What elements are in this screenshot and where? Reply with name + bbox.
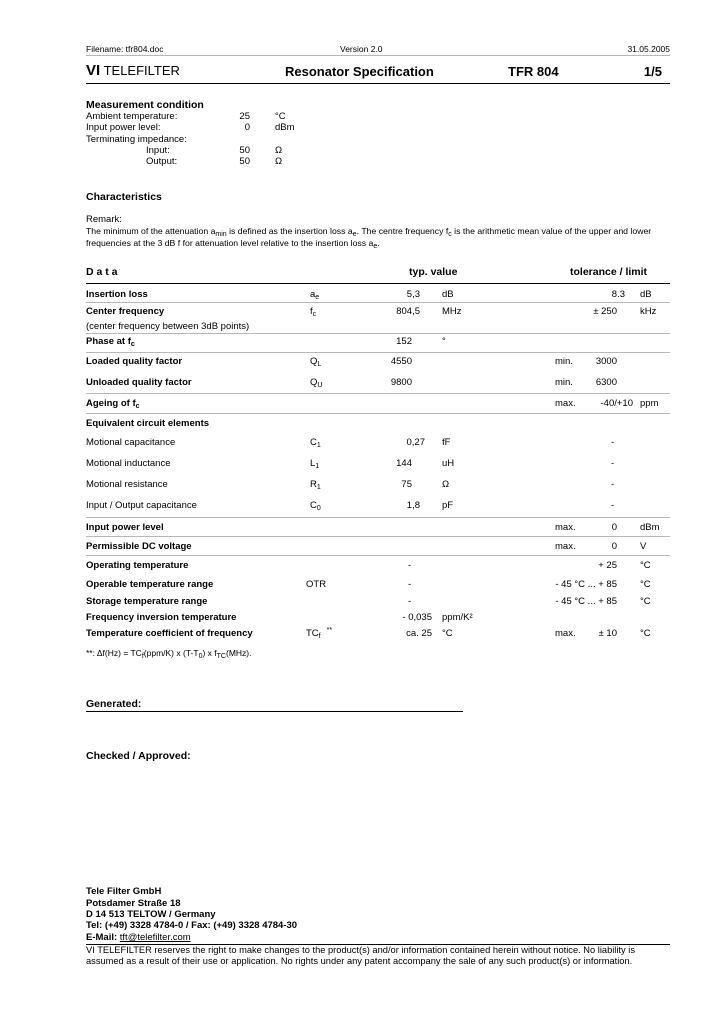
- row-storage-tol: - 45 °C ... + 85: [555, 596, 617, 607]
- row-op-temp-tol-unit: °C: [640, 560, 651, 571]
- input-label: Input:: [146, 145, 170, 156]
- generated-signature-line: [86, 711, 463, 712]
- row-storage-typ: -: [408, 596, 412, 607]
- row-otr-tol-unit: °C: [640, 579, 651, 590]
- row-otr-tol: - 45 °C ... + 85: [555, 579, 617, 590]
- row-phase-label: Phase at $f_c$: [86, 336, 135, 348]
- row-loaded-q-typ: 4550: [390, 356, 412, 367]
- footnote: **: $\Delta f(Hz) = TC_f(ppm/K)$ x $(T-T_0)$ x $f_{TC}(MHz)$.: [86, 648, 252, 660]
- row-ind-label: Motional inductance: [86, 458, 171, 469]
- row-dc-tol: 0: [611, 541, 617, 552]
- output-unit: Ω: [275, 156, 283, 167]
- row-res-unit: Ω: [442, 479, 450, 490]
- row-dc-limit: max.: [555, 541, 576, 552]
- equiv-heading: Equivalent circuit elements: [86, 418, 210, 429]
- row-storage-tol-unit: °C: [640, 596, 651, 607]
- row-insertion-symbol: $a_e$: [310, 289, 320, 301]
- row-center-tol: ± 250: [593, 306, 617, 317]
- remark-label: Remark:: [86, 214, 122, 225]
- date: 31.05.2005: [627, 44, 670, 54]
- row-insertion-label: Insertion loss: [86, 289, 148, 300]
- row-unloaded-q-tol: 6300: [595, 377, 617, 388]
- row-power-label: Input power level: [86, 522, 164, 533]
- disclaimer-line-2: assumed as a result of their use or application. No rights under any patent accompany the sale of any such product(s) or information.: [86, 956, 633, 966]
- power-value: 0: [244, 122, 250, 133]
- row-divider: [86, 393, 670, 394]
- row-ind-symbol: $L_1$: [310, 458, 320, 470]
- row-cap-symbol: $C_1$: [310, 437, 321, 449]
- row-divider: [86, 413, 670, 414]
- row-center-symbol: $f_c$: [310, 306, 317, 318]
- checked-label: Checked / Approved:: [86, 750, 191, 762]
- row-phase-unit: °: [442, 336, 446, 347]
- output-label: Output:: [146, 156, 178, 167]
- row-loaded-q-symbol: $Q_L$: [310, 356, 322, 368]
- row-fit-typ: - 0,035: [402, 612, 432, 623]
- row-center-label: Center frequency: [86, 306, 165, 317]
- address-phone: Tel: (+49) 3328 4784-0 / Fax: (+49) 3328 4784-30: [86, 920, 298, 931]
- row-loaded-q-limit: min.: [555, 356, 573, 367]
- row-otr-label: Operable temperature range: [86, 579, 214, 590]
- row-io-cap-symbol: $C_0$: [310, 500, 321, 512]
- row-tcf-typ: ca. 25: [406, 628, 432, 639]
- row-divider: [86, 333, 670, 334]
- row-center-tol-unit: kHz: [640, 306, 657, 317]
- output-value: 50: [239, 156, 250, 167]
- row-ageing-label: Ageing of $f_c$: [86, 398, 140, 410]
- col-data: D a t a: [86, 266, 118, 278]
- row-res-tol: -: [611, 479, 615, 490]
- row-io-cap-tol: -: [611, 500, 615, 511]
- row-insertion-typ: 5,3: [406, 289, 420, 300]
- row-ageing-tol: -40/+10: [600, 398, 633, 409]
- page-number: 1/5: [643, 64, 662, 79]
- row-divider: [86, 555, 670, 556]
- row-center-note: (center frequency between 3dB points): [86, 321, 250, 332]
- row-cap-typ: 0,27: [406, 437, 425, 448]
- row-dc-tol-unit: V: [640, 541, 647, 552]
- col-typ: typ. value: [409, 266, 458, 278]
- row-unloaded-q-limit: min.: [555, 377, 573, 388]
- ambient-label: Ambient temperature:: [86, 111, 178, 122]
- row-io-cap-label: Input / Output capacitance: [86, 500, 197, 511]
- input-value: 50: [239, 145, 250, 156]
- doc-title: Resonator Specification: [285, 64, 434, 79]
- row-tcf-tol: ± 10: [598, 628, 617, 639]
- row-insertion-tol-unit: dB: [640, 289, 652, 300]
- header-divider: [86, 55, 670, 56]
- row-otr-symbol: OTR: [306, 579, 327, 590]
- row-cap-unit: fF: [442, 437, 451, 448]
- row-power-tol-unit: dBm: [640, 522, 660, 533]
- row-divider: [86, 302, 670, 303]
- address-company: Tele Filter GmbH: [86, 886, 162, 897]
- col-tolerance: tolerance / limit: [570, 266, 648, 278]
- row-cap-label: Motional capacitance: [86, 437, 176, 448]
- address-street: Potsdamer Straße 18: [86, 898, 181, 909]
- company-logo: VI TELEFILTER: [86, 62, 180, 79]
- remark-line-2: frequencies at the 3 dB f for attenuation level relative to the insertion loss $a_e$.: [86, 238, 380, 250]
- row-loaded-q-label: Loaded quality factor: [86, 356, 183, 367]
- row-tcf-symbol: $TC_f^{**}$: [306, 627, 333, 640]
- input-unit: Ω: [275, 145, 283, 156]
- row-insertion-unit: dB: [442, 289, 454, 300]
- row-tcf-unit: °C: [442, 628, 453, 639]
- row-insertion-tol: 8.3: [611, 289, 625, 300]
- row-tcf-label: Temperature coefficient of frequency: [86, 628, 253, 639]
- row-divider: [86, 517, 670, 518]
- row-center-unit: MHz: [442, 306, 462, 317]
- disclaimer-line-1: VI TELEFILTER reserves the right to make changes to the product(s) and/or information contained herein without notice. No liability is: [86, 945, 635, 955]
- ambient-value: 25: [239, 111, 250, 122]
- table-header-divider: [86, 283, 670, 284]
- power-unit: dBm: [275, 122, 295, 133]
- row-cap-tol: -: [611, 437, 615, 448]
- row-ind-typ: 144: [396, 458, 412, 469]
- row-phase-typ: 152: [396, 336, 412, 347]
- email-link[interactable]: tft@telefilter.com: [119, 932, 191, 943]
- address-email: E-Mail: tft@telefilter.com: [86, 932, 191, 943]
- version: Version 2.0: [340, 44, 383, 54]
- characteristics-heading: Characteristics: [86, 191, 162, 203]
- row-ageing-limit: max.: [555, 398, 576, 409]
- row-op-temp-tol: + 25: [598, 560, 617, 571]
- part-number: TFR 804: [508, 64, 559, 79]
- remark-line-1: The minimum of the attenuation $a_{min}$ is defined as the insertion loss $a_e$. The centre frequency $f_c$ is the arithmetic mean value of the upper and lower: [86, 226, 652, 238]
- row-fit-label: Frequency inversion temperature: [86, 612, 237, 623]
- row-tcf-limit: max.: [555, 628, 576, 639]
- row-ind-tol: -: [611, 458, 615, 469]
- row-power-limit: max.: [555, 522, 576, 533]
- row-power-tol: 0: [611, 522, 617, 533]
- row-dc-label: Permissible DC voltage: [86, 541, 192, 552]
- row-io-cap-unit: pF: [442, 500, 454, 511]
- row-center-typ: 804,5: [396, 306, 420, 317]
- row-res-label: Motional resistance: [86, 479, 168, 490]
- row-otr-typ: -: [408, 579, 412, 590]
- row-storage-label: Storage temperature range: [86, 596, 208, 607]
- row-ageing-tol-unit: ppm: [640, 398, 659, 409]
- row-fit-unit: ppm/K²: [442, 612, 473, 623]
- title-divider: [86, 83, 670, 84]
- row-op-temp-typ: -: [408, 560, 412, 571]
- row-unloaded-q-typ: 9800: [390, 377, 412, 388]
- power-label: Input power level:: [86, 122, 161, 133]
- row-unloaded-q-symbol: $Q_U$: [310, 377, 323, 389]
- row-res-symbol: $R_1$: [310, 479, 321, 491]
- row-unloaded-q-label: Unloaded quality factor: [86, 377, 192, 388]
- row-io-cap-typ: 1,8: [406, 500, 420, 511]
- generated-label: Generated:: [86, 698, 142, 710]
- row-ind-unit: uH: [442, 458, 455, 469]
- row-loaded-q-tol: 3000: [595, 356, 617, 367]
- filename: Filename: tfr804.doc: [86, 44, 164, 54]
- row-op-temp-label: Operating temperature: [86, 560, 189, 571]
- row-tcf-tol-unit: °C: [640, 628, 651, 639]
- address-city: D 14 513 TELTOW / Germany: [86, 909, 216, 920]
- measurement-heading: Measurement condition: [86, 99, 204, 111]
- row-res-typ: 75: [401, 479, 412, 490]
- ambient-unit: °C: [275, 111, 286, 122]
- row-divider: [86, 352, 670, 353]
- row-divider: [86, 536, 670, 537]
- term-label: Terminating impedance:: [86, 134, 187, 145]
